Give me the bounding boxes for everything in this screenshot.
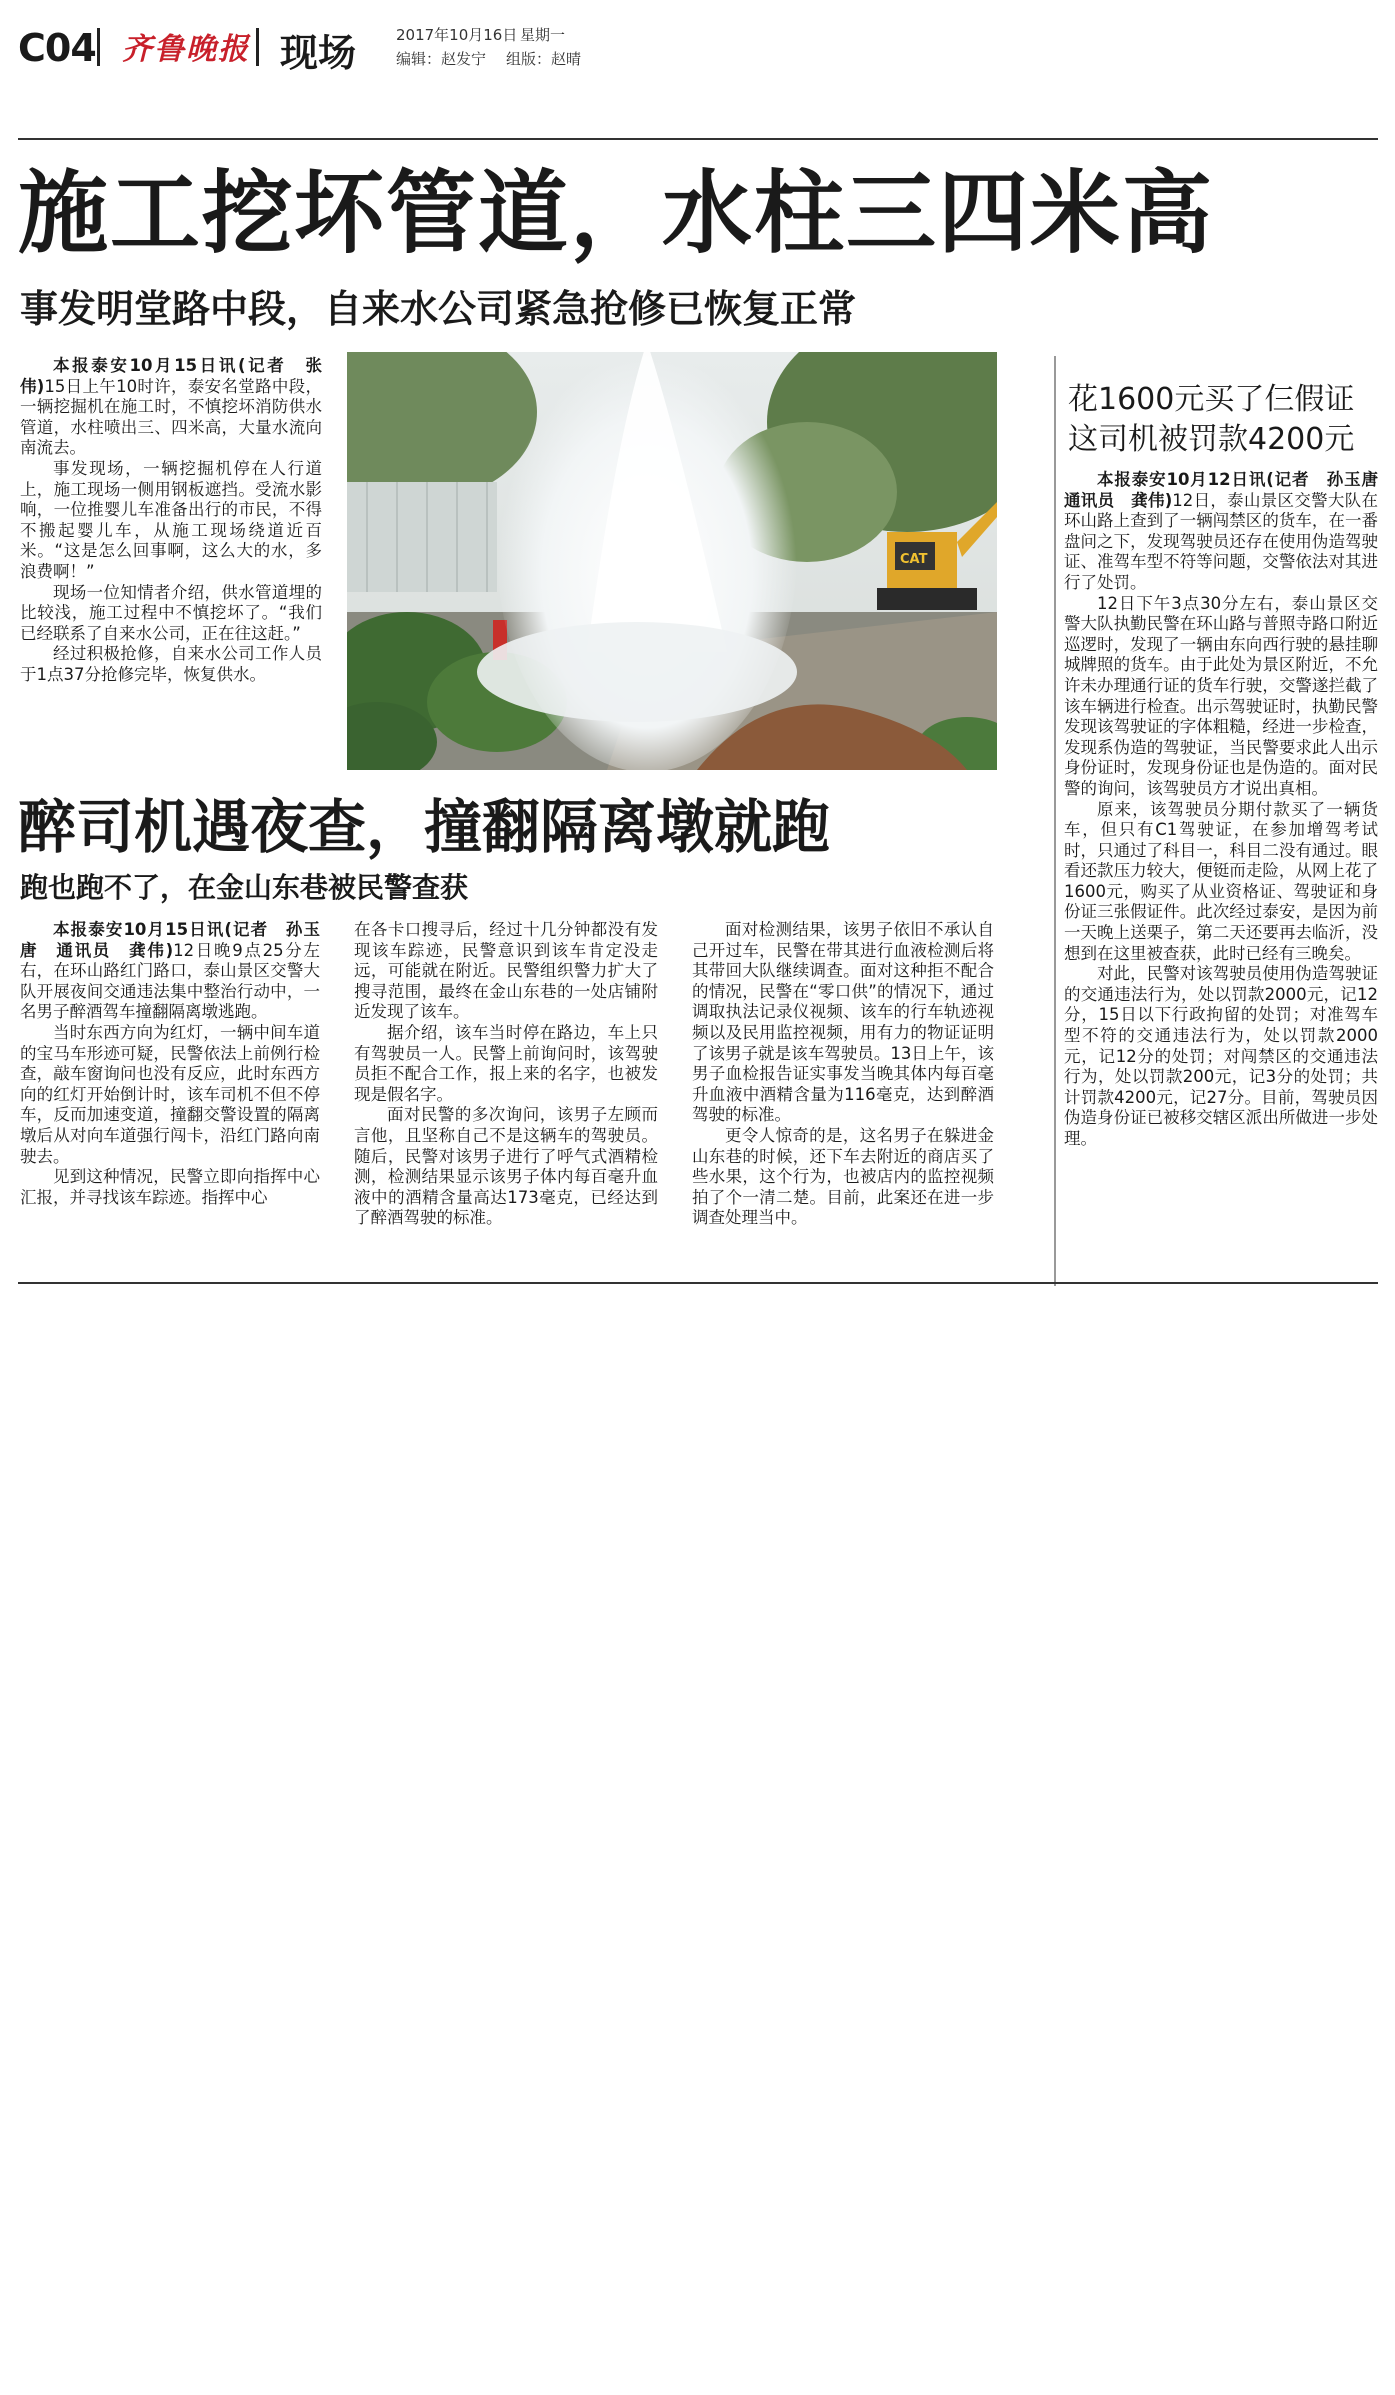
photo-illustration (347, 352, 997, 770)
main-headline: 施工挖坏管道，水柱三四米高 (18, 160, 1214, 266)
layout-credit: 组版：赵晴 (506, 50, 582, 68)
main-subheadline: 事发明堂路中段，自来水公司紧急抢修已恢复正常 (20, 287, 857, 331)
story2-column-2 (354, 920, 658, 1229)
paragraph: 当时东西方向为红灯，一辆中间车道的宝马车形迹可疑，民警依法上前例行检查，敲车窗询问也没有反应，此时东西方向的红灯开始倒计时，该车司机不但不停车，反而加速变道，撞翻交警设置的隔离墩后从对向车道强行闯卡，沿红门路向南驶去。 (20, 1022, 320, 1166)
page-bottom-rule (18, 1282, 1378, 1284)
paragraph: 面对民警的多次询问，该男子左顾而言他，且坚称自己不是这辆车的驾驶员。随后，民警对该男子进行了呼气式酒精检测，检测结果显示该男子体内每百毫升血液中的酒精含量高达173毫克，已经达到了醉酒驾驶的标准。 (354, 1105, 658, 1228)
paragraph: 据介绍，该车当时停在路边，车上只有驾驶员一人。民警上前询问时，该驾驶员拒不配合工作，报上来的名字，也被发现是假名字。 (354, 1022, 658, 1104)
byline: 本报泰安10月12日讯(记者 孙玉唐 通讯员 龚伟) (1064, 470, 1395, 510)
paragraph: 在各卡口搜寻后，经过十几分钟都没有发现该车踪迹，民警意识到该车肯定没走远，可能就在附近。民警组织警力扩大了搜寻范围，最终在金山东巷的一处店铺附近发现了该车。 (354, 920, 658, 1022)
header-divider (97, 28, 100, 66)
paragraph: 更令人惊奇的是，这名男子在躲进金山东巷的时候，还下车去附近的商店买了些水果，这个行为，也被店内的监控视频拍了个一清二楚。目前，此案还在进一步调查处理当中。 (692, 1125, 994, 1228)
paragraph: 本报泰安10月15日讯(记者 孙玉唐 通讯员 龚伟)12日晚9点25分左右，在环山路红门路口，泰山景区交警大队开展夜间交通违法集中整治行动中，一名男子醉酒驾车撞翻隔离墩逃跑。 (20, 920, 320, 1022)
editor-credit: 编辑：赵发宁 (396, 50, 487, 68)
column-divider (1054, 356, 1056, 1286)
story2-column-1 (20, 920, 320, 1208)
excavator-badge: CAT (900, 552, 928, 567)
issue-date: 2017年10月16日 (396, 26, 518, 44)
paragraph: 对此，民警对该驾驶员使用伪造驾驶证的交通违法行为，处以罚款2000元，记12分，15日以下行政拘留的处罚；对准驾车型不符的交通违法行为，处以罚款2000元，记12分的处罚；对闯禁区的交通违法行为，处以罚款200元，记3分的处罚；共计罚款4200元，记27分。目前，驾驶员因伪造身份证已被移交辖区派出所做进一步处理。 (1064, 964, 1378, 1148)
story1-text (20, 356, 322, 686)
byline: 本报泰安10月15日讯(记者 孙玉唐 通讯员 龚伟) (20, 920, 320, 960)
paragraph: 见到这种情况，民警立即向指挥中心汇报，并寻找该车踪迹。指挥中心 (20, 1167, 320, 1207)
issue-weekday: 星期一 (520, 26, 566, 44)
story2-subheadline: 跑也跑不了，在金山东巷被民警查获 (20, 871, 469, 904)
story3-headline-line1: 花1600元买了仨假证 (1068, 382, 1355, 417)
byline: 本报泰安10月15日讯(记者 张伟) (20, 356, 322, 396)
paragraph: 本报泰安10月15日讯(记者 张伟)15日上午10时许，泰安名堂路中段，一辆挖掘机在施工时，不慎挖坏消防供水管道，水柱喷出三、四米高，大量水流向南流去。 (20, 356, 322, 458)
page-number: C04 (18, 26, 96, 70)
paragraph: 面对检测结果，该男子依旧不承认自己开过车，民警在带其进行血液检测后将其带回大队继续调查。面对这种拒不配合的情况，民警在“零口供”的情况下，通过调取执法记录仪视频、该车的行车轨迹视频以及民用监控视频，用有力的物证证明了该男子就是该车驾驶员。13日上午，该男子血检报告证实事发当晚其体内每百毫升血液中酒精含量为116毫克，达到醉酒驾驶的标准。 (692, 920, 994, 1125)
paragraph: 本报泰安10月12日讯(记者 孙玉唐 通讯员 龚伟)12日，泰山景区交警大队在环山路上查到了一辆闯禁区的货车，在一番盘问之下，发现驾驶员还存在使用伪造驾驶证、准驾车型不符等问题，交警依法对其进行了处罚。 (1064, 470, 1395, 592)
paragraph: 经过积极抢修，自来水公司工作人员于1点37分抢修完毕，恢复供水。 (20, 644, 322, 684)
story2-headline: 醉司机遇夜查，撞翻隔离墩就跑 (18, 793, 831, 861)
paragraph: 事发现场，一辆挖掘机停在人行道上，施工现场一侧用钢板遮挡。受流水影响，一位推婴儿车准备出行的市民，不得不搬起婴儿车，从施工现场绕道近百米。“这是怎么回事啊，这么大的水，多浪费啊！” (20, 458, 322, 581)
newspaper-logo: 齐鲁晚报 (122, 32, 250, 67)
header-rule (18, 138, 1378, 140)
header-divider (256, 28, 259, 66)
story2-column-3 (692, 920, 994, 1229)
paragraph: 现场一位知情者介绍，供水管道埋的比较浅，施工过程中不慎挖坏了。“我们已经联系了自来水公司，正在往这赶。” (20, 582, 322, 643)
story3-text (1064, 470, 1395, 1150)
story3-headline-line2: 这司机被罚款4200元 (1068, 422, 1355, 457)
paragraph: 12日下午3点30分左右，泰山景区交警大队执勤民警在环山路与普照寺路口附近巡逻时，发现了一辆由东向西行驶的悬挂聊城牌照的货车。由于此处为景区附近，不允许未办理通行证的货车行驶，交警遂拦截了该车辆进行检查。出示驾驶证时，执勤民警发现该驾驶证的字体粗糙，经进一步检查，发现系伪造的驾驶证，当民警要求此人出示身份证时，发现身份证也是伪造的。面对民警的询问，该驾驶员方才说出真相。 (1064, 593, 1378, 798)
section-title: 现场 (280, 30, 357, 75)
news-photo-water-burst (347, 352, 997, 770)
paragraph: 原来，该驾驶员分期付款买了一辆货车，但只有C1驾驶证，在参加增驾考试时，只通过了科目一，科目二没有通过。眼看还款压力较大，便铤而走险，从网上花了1600元，购买了从业资格证、驾驶证和身份证三张假证件。此次经过泰安，是因为前一天晚上送栗子，第二天还要再去临沂，没想到在这里被查获，此时已经有三晚矣。 (1064, 799, 1378, 963)
